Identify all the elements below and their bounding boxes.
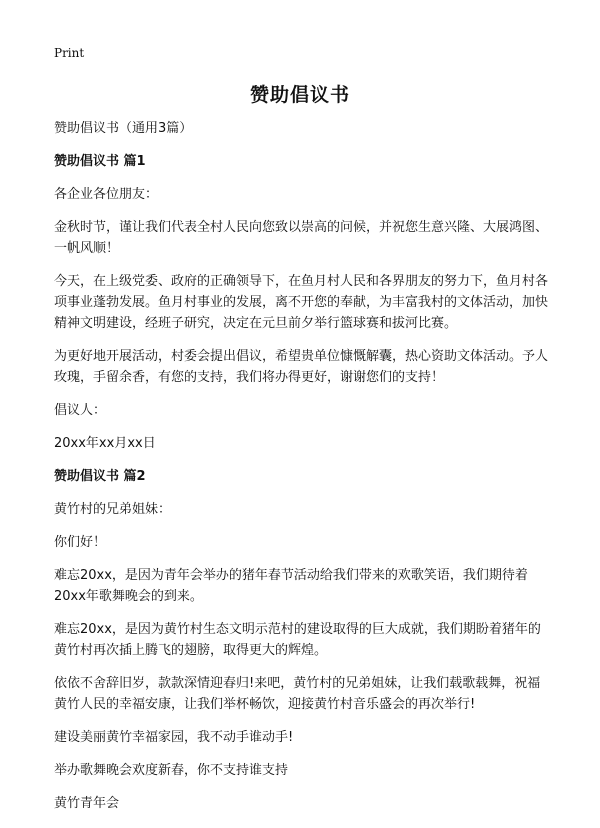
document-subtitle: 赞助倡议书（通用3篇） xyxy=(54,121,193,136)
body-paragraph: 你们好！ xyxy=(54,535,107,550)
greeting-paragraph: 黄竹村的兄弟姐妹： xyxy=(54,502,172,517)
greeting-paragraph: 各企业各位朋友： xyxy=(54,187,159,202)
document-title: 赞助倡议书 xyxy=(249,84,350,106)
section-heading: 赞助倡议书 篇1 xyxy=(54,154,146,169)
body-paragraph: 难忘20xx，是因为黄竹村生态文明示范村的建设取得的巨大成就，我们期盼着猪年的黄竹村再次插上腾飞的翅膀，取得更大的辉煌。 xyxy=(54,622,541,658)
signature-label: 倡议人： xyxy=(54,403,107,418)
body-paragraph: 难忘20xx，是因为青年会举办的猪年春节活动给我们带来的欢歌笑语，我们期待着20xx年歌舞晚会的到来。 xyxy=(54,568,528,604)
body-paragraph: 为更好地开展活动，村委会提出倡议，希望贵单位慷慨解囊，热心资助文体活动。予人玫瑰，手留余香，有您的支持，我们将办得更好，谢谢您们的支持！ xyxy=(54,349,549,385)
signature-line: 黄竹青年会 xyxy=(54,796,120,811)
document-body xyxy=(54,118,552,826)
body-paragraph: 举办歌舞晚会欢度新春，你不支持谁支持 xyxy=(54,763,289,778)
body-paragraph: 今天，在上级党委、政府的正确领导下，在鱼月村人民和各界朋友的努力下，鱼月村各项事业蓬勃发展。鱼月村事业的发展，离不开您的奉献，为丰富我村的文体活动，加快精神文明建设，经班子研究，决定在元旦前夕举行篮球赛和拔河比赛。 xyxy=(54,274,549,331)
body-paragraph: 依依不舍辞旧岁，款款深情迎春归!来吧，黄竹村的兄弟姐妹，让我们载歌载舞，祝福黄竹人民的幸福安康，让我们举杯畅饮，迎接黄竹村音乐盛会的再次举行! xyxy=(54,676,541,712)
print-link[interactable]: Print xyxy=(54,46,85,60)
date-line: 20xx年xx月xx日 xyxy=(54,436,156,451)
body-paragraph: 建设美丽黄竹幸福家园，我不动手谁动手! xyxy=(54,730,294,745)
section-heading: 赞助倡议书 篇2 xyxy=(54,469,146,484)
body-paragraph: 金秋时节，谨让我们代表全村人民向您致以崇高的问候，并祝您生意兴隆、大展鸿图、一帆风顺！ xyxy=(54,220,549,256)
